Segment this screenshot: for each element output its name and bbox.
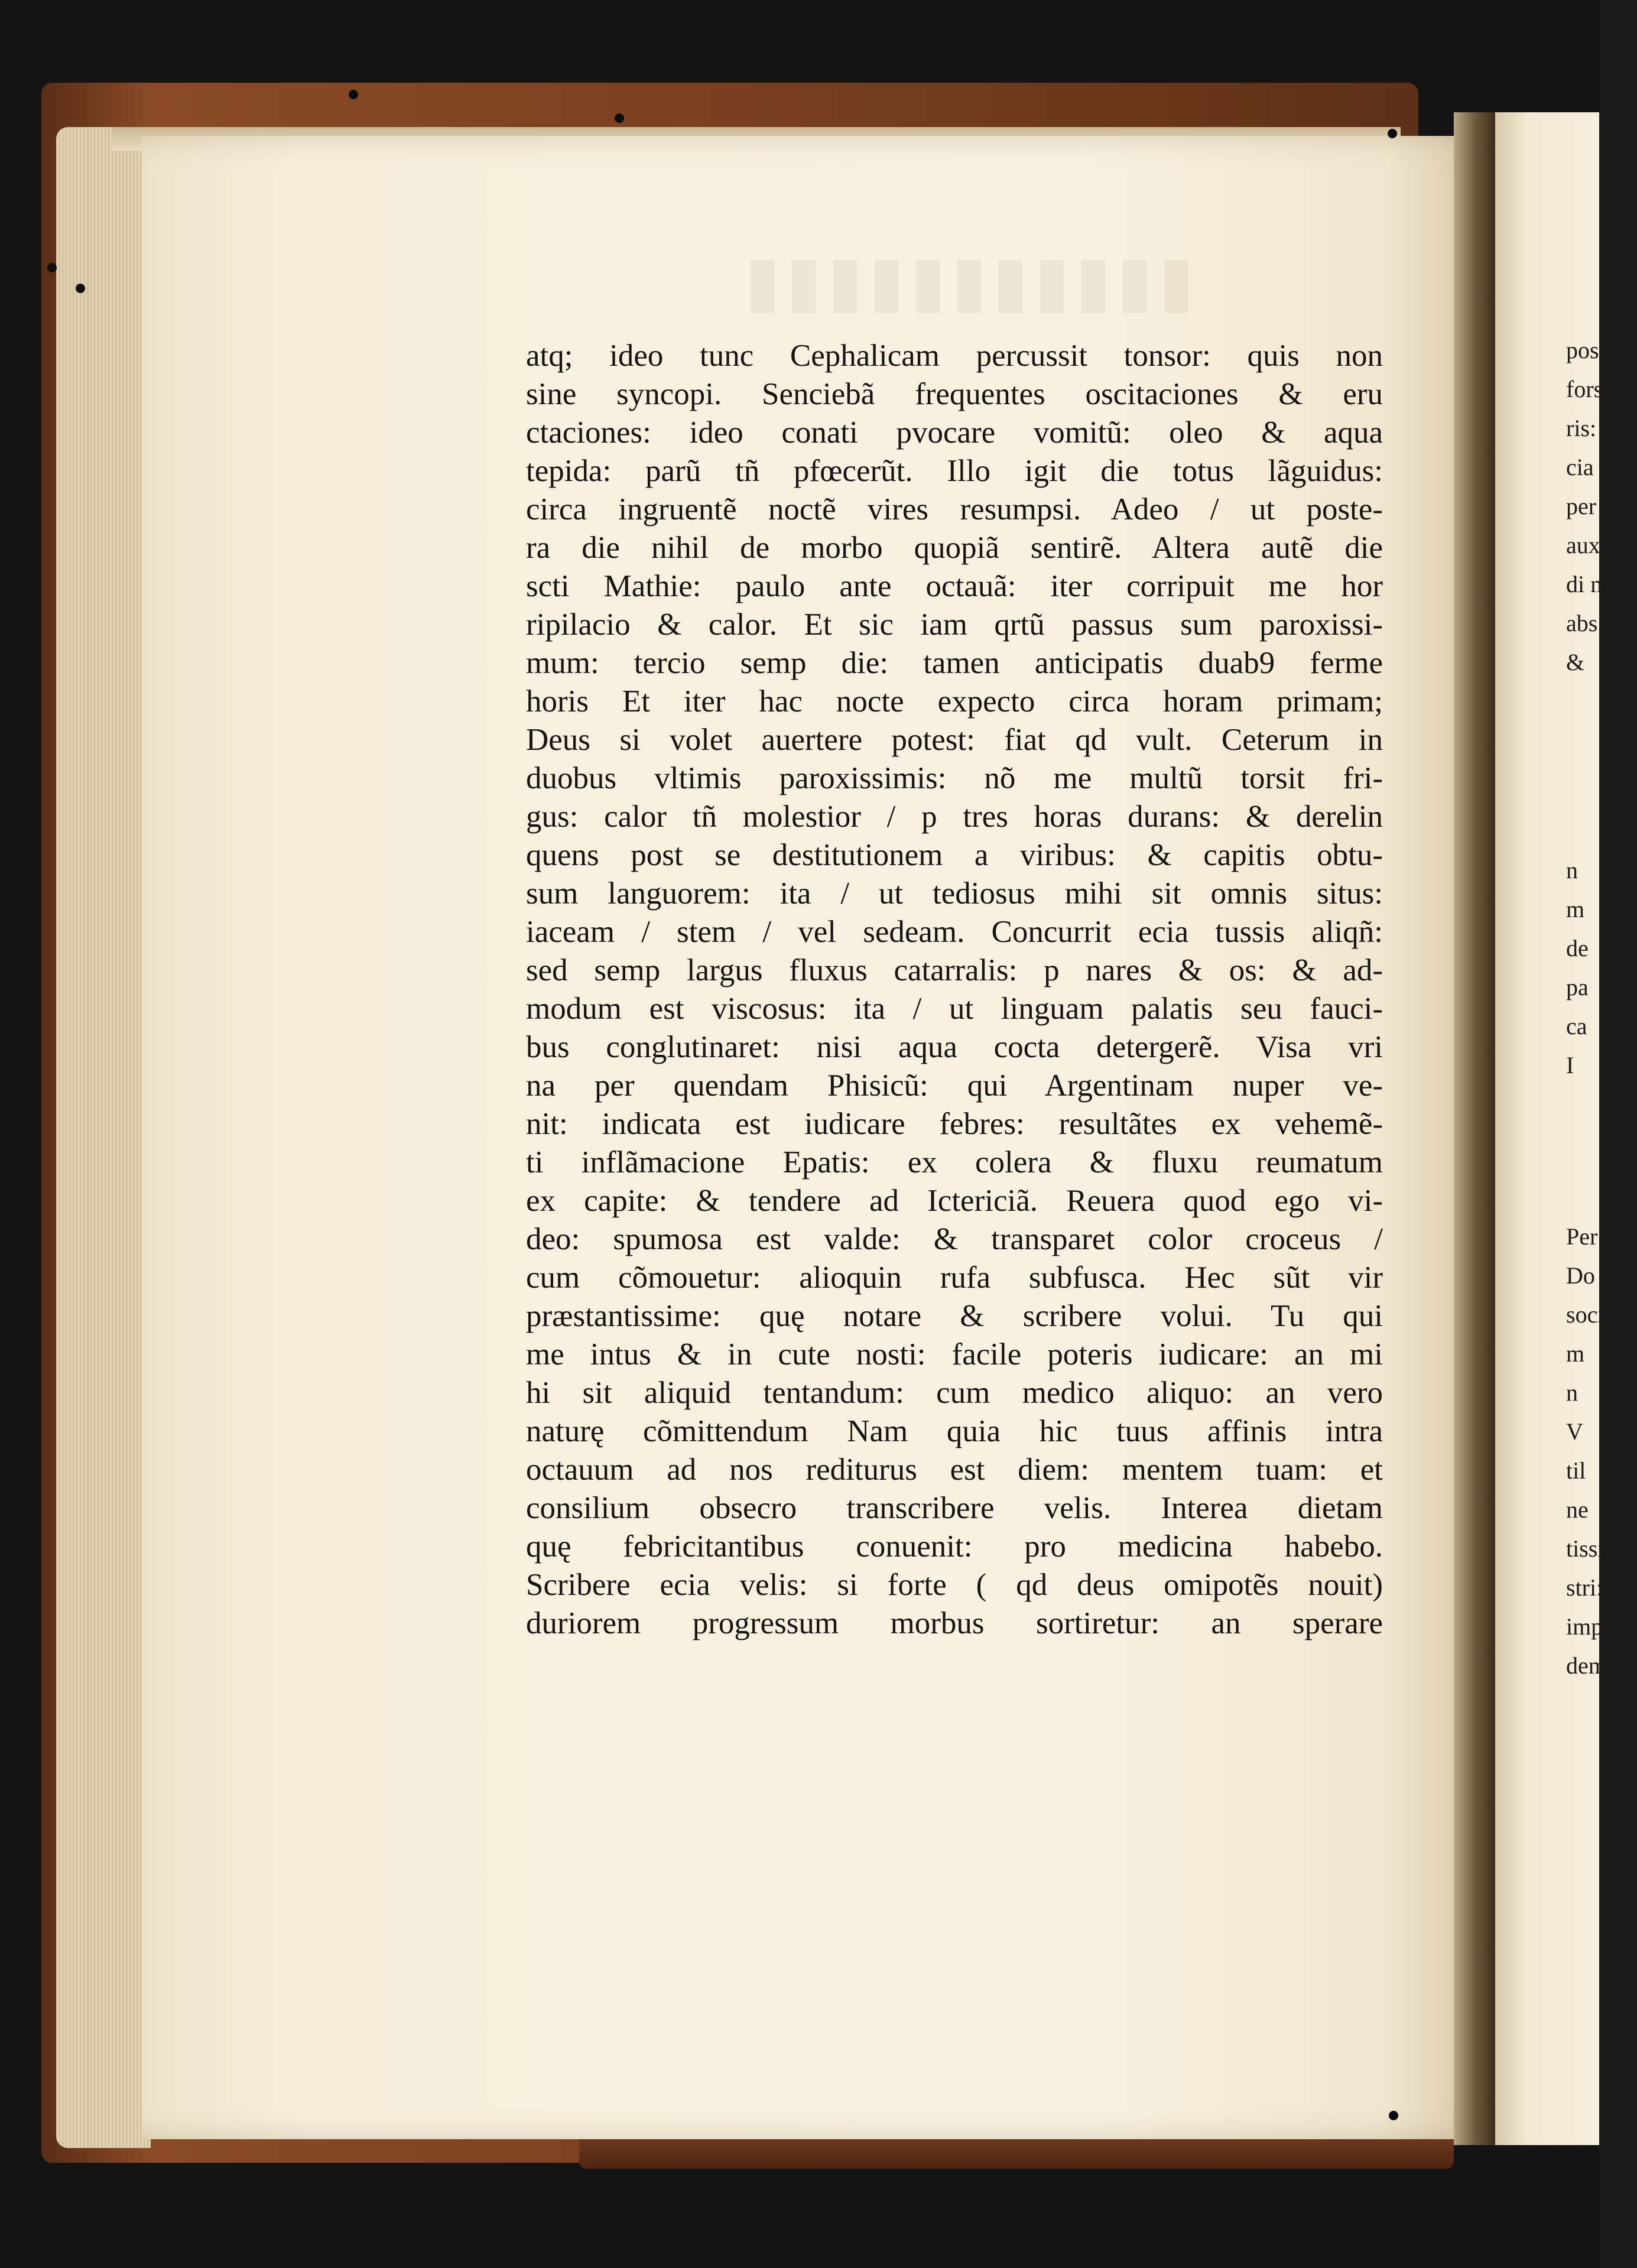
facing-fragment: dem xyxy=(1566,1652,1607,1679)
text-line: consilium obsecro transcribere velis. Interea dietam xyxy=(526,1491,1383,1525)
text-line: me intus & in cute nosti: facile poteris iudicare: an mi xyxy=(526,1337,1383,1372)
text-line: bus conglutinaret: nisi aqua cocta detergerẽ. Visa vri xyxy=(526,1030,1383,1064)
binding-hole xyxy=(47,263,57,272)
facing-page-fragments-upper xyxy=(1566,331,1637,682)
facing-fragment: abs xyxy=(1566,610,1598,636)
text-line: quę febricitantibus conuenit: pro medicina habebo. xyxy=(526,1529,1383,1564)
binding-hole xyxy=(349,90,358,99)
text-line: naturę cõmittendum Nam quia hic tuus affinis intra xyxy=(526,1414,1383,1448)
facing-fragment: tissi xyxy=(1566,1535,1604,1562)
text-line: deo: spumosa est valde: & transparet color croceus / xyxy=(526,1222,1383,1256)
facing-fragment: soci xyxy=(1566,1301,1604,1328)
text-line: atq; ideo tunc Cephalicam percussit tonsor: quis non xyxy=(526,339,1383,373)
facing-fragment: de xyxy=(1566,935,1589,961)
facing-fragment: til xyxy=(1566,1457,1586,1484)
facing-fragment: ne xyxy=(1566,1496,1589,1523)
text-line: nit: indicata est iudicare febres: resultãtes ex vehemẽ- xyxy=(526,1107,1383,1141)
facing-fragment: per xyxy=(1566,493,1597,519)
binding-hole xyxy=(1388,129,1397,138)
book-gutter xyxy=(1454,112,1495,2145)
text-line: sum languorem: ita / ut tediosus mihi sit omnis situs: xyxy=(526,876,1383,911)
facing-fragment: impe xyxy=(1566,1613,1613,1640)
facing-fragment: m xyxy=(1566,896,1585,922)
text-line: duriorem progressum morbus sortiretur: an sperare xyxy=(526,1606,1383,1640)
binding-hole xyxy=(76,284,85,293)
text-line: scti Mathie: paulo ante octauã: iter corripuit me hor xyxy=(526,569,1383,603)
text-line: ra die nihil de morbo quopiã sentirẽ. Altera autẽ die xyxy=(526,531,1383,565)
facing-fragment: Per xyxy=(1566,1223,1598,1250)
binding-hole xyxy=(1389,2111,1398,2120)
text-line: horis Et iter hac nocte expecto circa horam primam; xyxy=(526,684,1383,719)
facing-fragment: cia xyxy=(1566,454,1594,480)
text-line: Scribere ecia velis: si forte ( qd deus omipotẽs nouit) xyxy=(526,1568,1383,1602)
text-line: hi sit aliquid tentandum: cum medico aliquo: an vero xyxy=(526,1376,1383,1410)
text-line: na per quendam Phisicũ: qui Argentinam nuper ve- xyxy=(526,1068,1383,1103)
text-line: tepida: parũ tñ pfœcerũt. Illo igit die totus lãguidus: xyxy=(526,454,1383,488)
facing-fragment: Do xyxy=(1566,1262,1595,1289)
text-line: quens post se destitutionem a viribus: & capitis obtu- xyxy=(526,838,1383,872)
facing-fragment: aux xyxy=(1566,532,1600,558)
facing-page-fragments-middle xyxy=(1566,851,1637,1085)
text-line: circa ingruentẽ noctẽ vires resumpsi. Adeo / ut poste- xyxy=(526,492,1383,527)
text-line: octauum ad nos rediturus est diem: mentem tuam: et xyxy=(526,1453,1383,1487)
facing-fragment: m xyxy=(1566,1340,1585,1367)
text-line: cum cõmouetur: alioquin rufa subfusca. Hec sũt vir xyxy=(526,1260,1383,1295)
facing-fragment: n xyxy=(1566,1379,1578,1406)
page-stack-edge xyxy=(56,127,151,2148)
facing-fragment: ris: xyxy=(1566,415,1597,441)
text-line: præstantissime: quę notare & scribere volui. Tu qui xyxy=(526,1299,1383,1333)
facing-fragment: V xyxy=(1566,1418,1583,1445)
text-line: sine syncopi. Senciebã frequentes oscitaciones & eru xyxy=(526,377,1383,411)
letter-text-block xyxy=(526,337,1383,2039)
facing-fragment: posi xyxy=(1566,337,1606,363)
text-line: mum: tercio semp die: tamen anticipatis duab9 ferme xyxy=(526,646,1383,680)
text-line: ctaciones: ideo conati pvocare vomitũ: oleo & aqua xyxy=(526,415,1383,450)
facing-fragment: di m xyxy=(1566,571,1609,597)
facing-fragment: n xyxy=(1566,857,1578,883)
facing-fragment: forsi xyxy=(1566,376,1610,402)
text-line: duobus vltimis paroxissimis: nõ me multũ torsit fri- xyxy=(526,761,1383,795)
facing-page-fragments-lower xyxy=(1566,1217,1637,1685)
binding-hole xyxy=(615,113,624,123)
text-line: ripilacio & calor. Et sic iam qrtũ passus sum paroxissi- xyxy=(526,607,1383,642)
text-line: ti inflãmacione Epatis: ex colera & fluxu reumatum xyxy=(526,1145,1383,1180)
text-line: ex capite: & tendere ad Ictericiã. Reuera quod ego vi- xyxy=(526,1184,1383,1218)
facing-fragment: I xyxy=(1566,1052,1574,1078)
facing-fragment: ca xyxy=(1566,1013,1587,1039)
text-line: iaceam / stem / vel sedeam. Concurrit ecia tussis aliqñ: xyxy=(526,915,1383,949)
facing-fragment: pa xyxy=(1566,974,1589,1000)
facing-fragment: & xyxy=(1566,649,1585,675)
text-line: modum est viscosus: ita / ut linguam palatis seu fauci- xyxy=(526,992,1383,1026)
facing-fragment: stri: xyxy=(1566,1574,1603,1601)
show-through-header xyxy=(751,260,1200,313)
text-line: sed semp largus fluxus catarralis: p nares & os: & ad- xyxy=(526,953,1383,987)
text-line: Deus si volet auertere potest: fiat qd vult. Ceterum in xyxy=(526,723,1383,757)
text-line: gus: calor tñ molestior / p tres horas durans: & derelin xyxy=(526,800,1383,834)
